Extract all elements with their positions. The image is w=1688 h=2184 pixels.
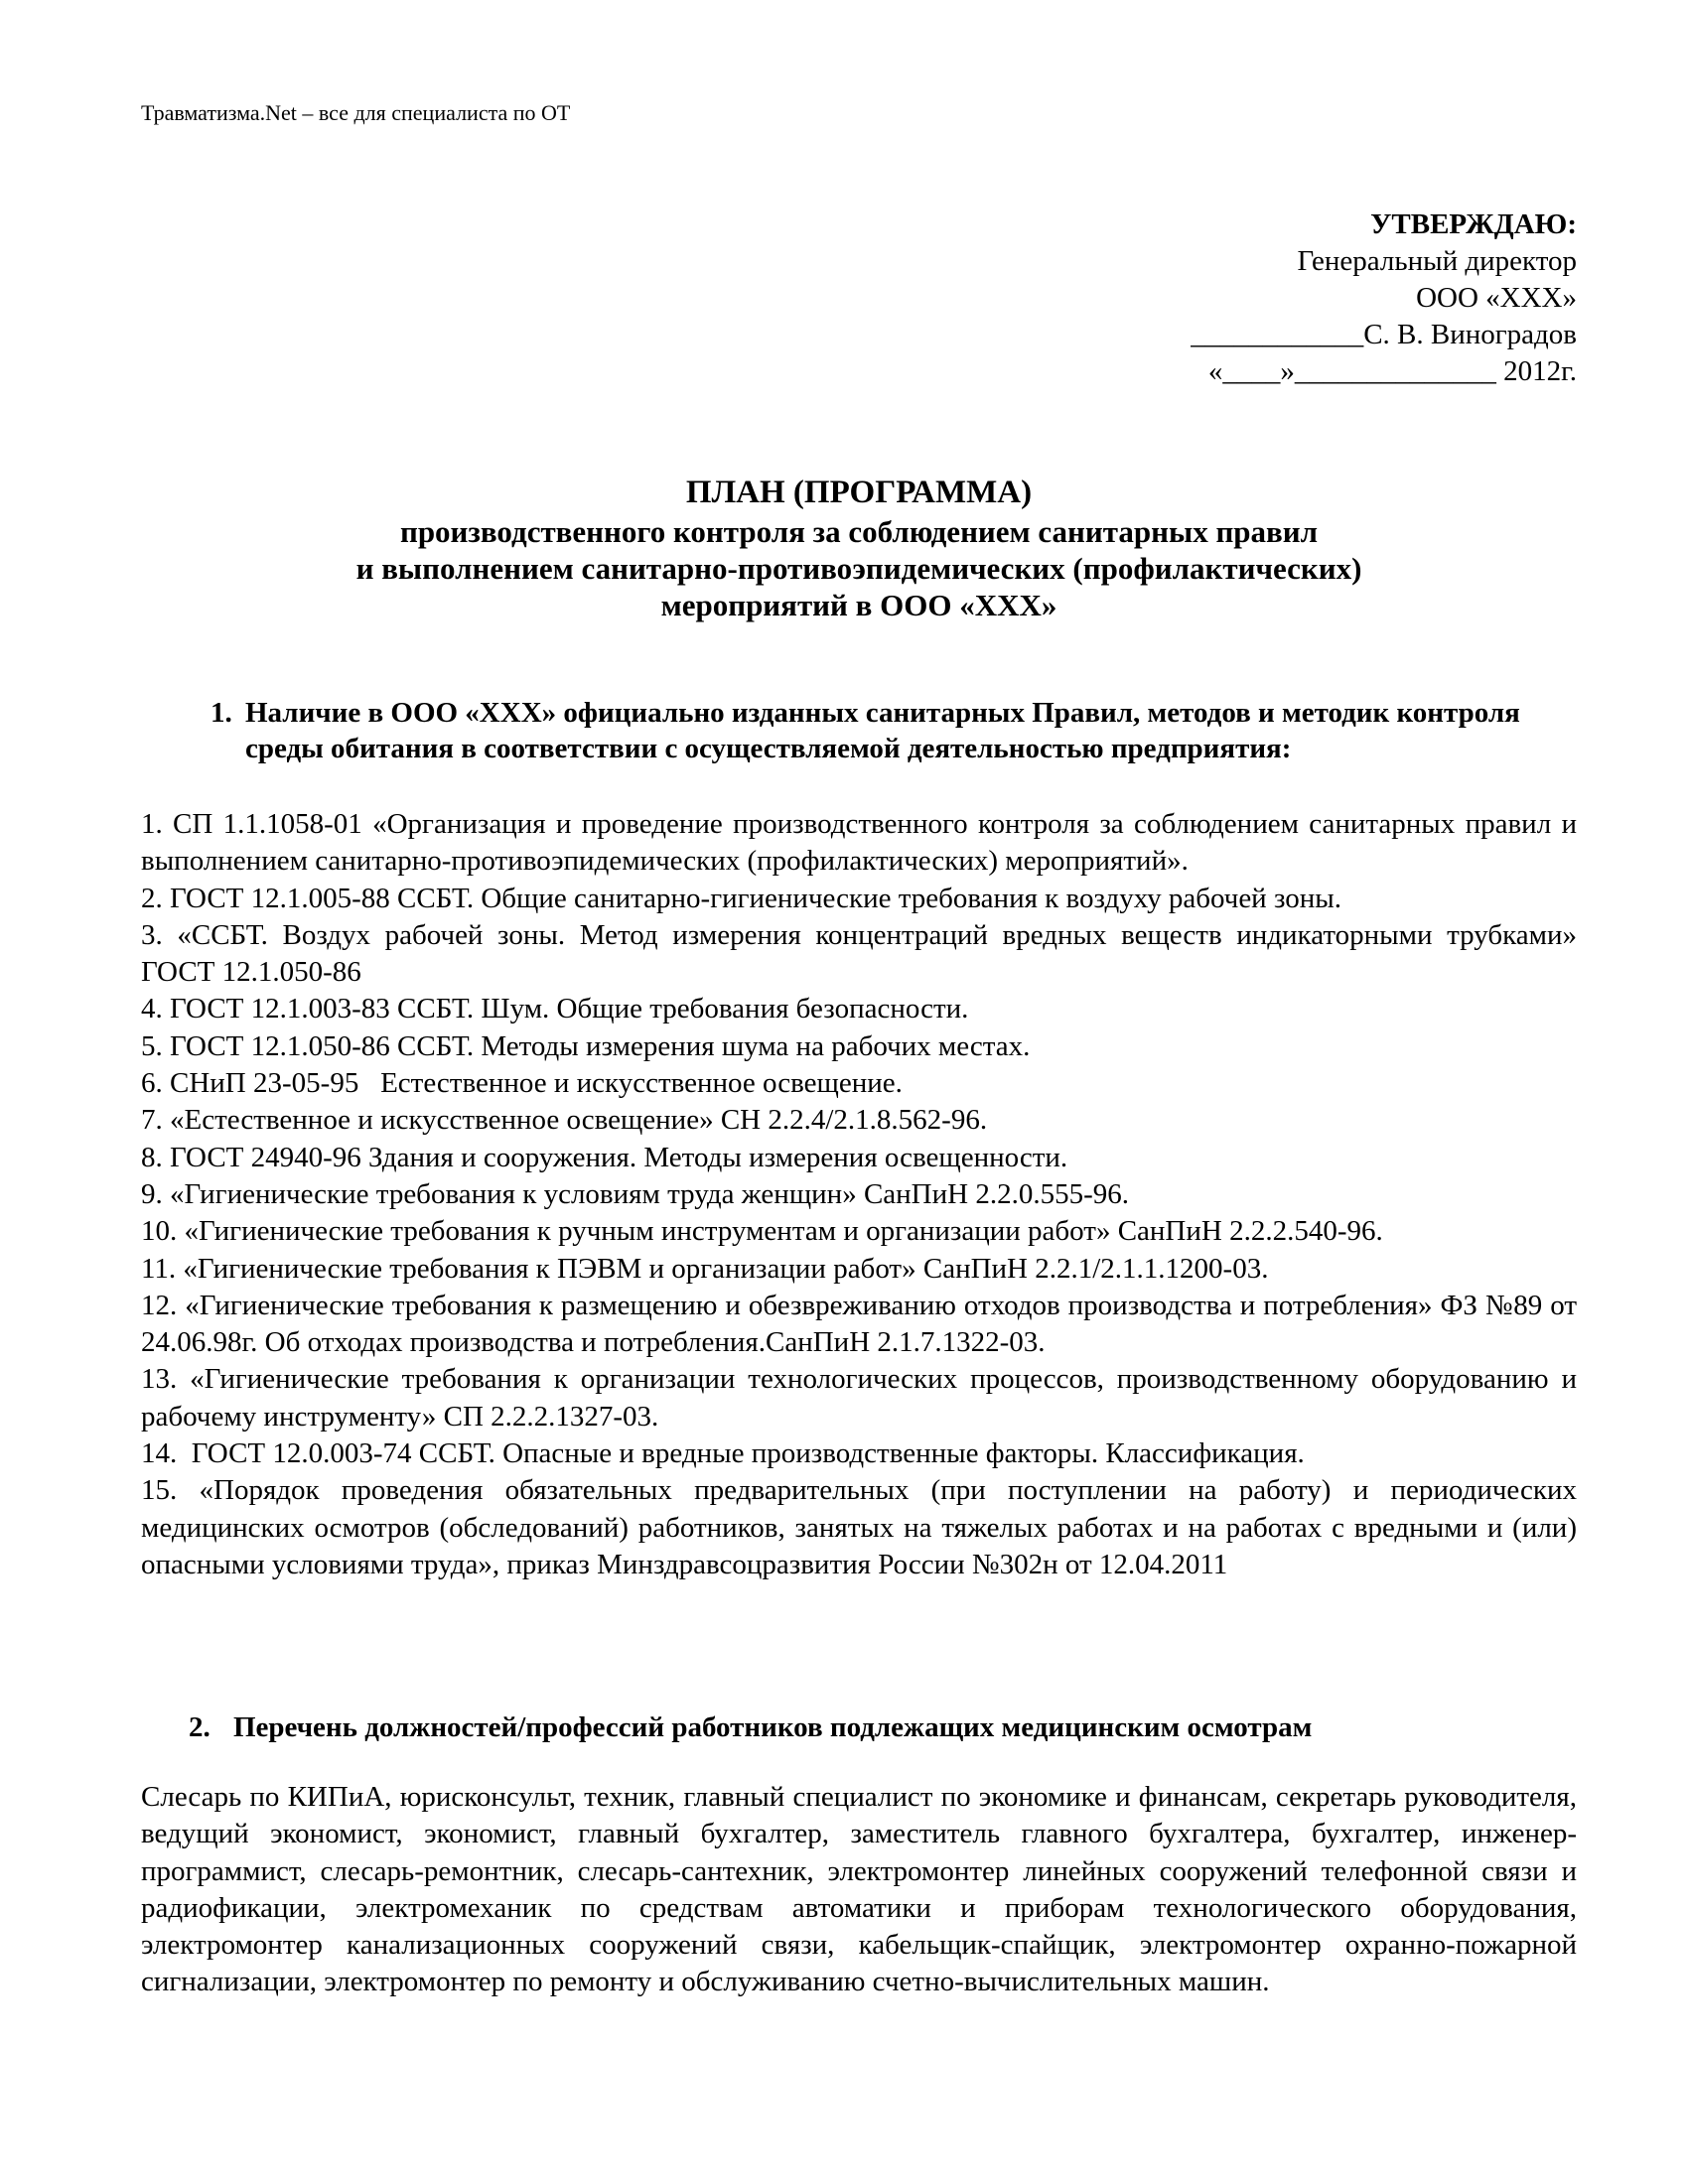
list-item: 1. СП 1.1.1058-01 «Организация и проведение производственного контроля за соблюдением санитарных правил и выполнением санитарно-противоэпидемических (профилактических) мероприятий».: [141, 808, 1577, 878]
list-item: 11. «Гигиенические требования к ПЭВМ и организации работ» СанПиН 2.2.1/2.1.1.1200-03.: [141, 1252, 1269, 1285]
list-item: 5. ГОСТ 12.1.050-86 ССБТ. Методы измерения шума на рабочих местах.: [141, 1029, 1031, 1062]
document-title: [141, 472, 1577, 623]
section-2-number: 2.: [189, 1711, 211, 1743]
title-main: ПЛАН (ПРОГРАММА): [685, 475, 1033, 510]
list-item: 4. ГОСТ 12.1.003-83 ССБТ. Шум. Общие требования безопасности.: [141, 993, 969, 1025]
approval-position: Генеральный директор: [1297, 245, 1577, 277]
list-item: 13. «Гигиенические требования к организации технологических процессов, производственному оборудованию и рабочему инструменту» СП 2.2.2.1327-03.: [141, 1363, 1577, 1433]
list-item: 8. ГОСТ 24940-96 Здания и сооружения. Методы измерения освещенности.: [141, 1141, 1068, 1173]
list-item: 15. «Порядок проведения обязательных предварительных (при поступлении на работу) и периодических медицинских осмотров (обследований) работников, занятых на тяжелых работах и на работах с вредными и (или) опасными условиями труда», приказ Минздравсоцразвития России №302н от 12.04.2011: [141, 1474, 1577, 1580]
list-item: 3. «ССБТ. Воздух рабочей зоны. Метод измерения концентраций вредных веществ индикаторными трубками» ГОСТ 12.1.050-86: [141, 918, 1577, 989]
regulations-list: [141, 806, 1577, 1583]
title-line-3: мероприятий в ООО «ХХХ»: [660, 588, 1057, 622]
list-item: 2. ГОСТ 12.1.005-88 ССБТ. Общие санитарно-гигиенические требования к воздуху рабочей зоны.: [141, 882, 1341, 914]
list-item: 7. «Естественное и искусственное освещение» СН 2.2.4/2.1.8.562-96.: [141, 1104, 988, 1137]
approval-signature: ____________С. В. Виноградов: [1191, 319, 1577, 350]
section-1-number: 1.: [211, 697, 232, 729]
list-item: 9. «Гигиенические требования к условиям труда женщин» СанПиН 2.2.0.555-96.: [141, 1177, 1129, 1210]
section-2-heading: [189, 1709, 1577, 1745]
list-item: 10. «Гигиенические требования к ручным инструментам и организации работ» СанПиН 2.2.2.540-96.: [141, 1215, 1383, 1248]
list-item: 12. «Гигиенические требования к размещению и обезвреживанию отходов производства и потребления» ФЗ №89 от 24.06.98г. Об отходах производства и потребления.СанПиН 2.1.7.1322-03.: [141, 1289, 1577, 1359]
approval-heading: УТВЕРЖДАЮ:: [1370, 208, 1577, 240]
approval-date: «____»______________ 2012г.: [1207, 355, 1577, 387]
section-1-heading: [211, 695, 1577, 766]
section-2-heading-text: Перечень должностей/профессий работников подлежащих медицинским осмотрам: [233, 1711, 1313, 1743]
approval-block: [1191, 206, 1577, 390]
approval-company: ООО «ХХХ»: [1416, 282, 1577, 314]
positions-paragraph: Слесарь по КИПиА, юрисконсульт, техник, главный специалист по экономике и финансам, секретарь руководителя, ведущий экономист, экономист, главный бухгалтер, заместитель главного бухгалтера, бухгалтер, инженер-программист, слесарь-ремонтник, слесарь-сантехник, электромонтер линейных сооружений телефонной связи и радиофикации, электромеханик по средствам автоматики и приборам технологического оборудования, электромонтер канализационных сооружений связи, кабельщик-спайщик, электромонтер охранно-пожарной сигнализации, электромонтер по ремонту и обслуживанию счетно-вычислительных машин.: [141, 1781, 1577, 1998]
title-line-1: производственного контроля за соблюдением санитарных правил: [399, 514, 1319, 549]
section-1-heading-text: Наличие в ООО «ХХХ» официально изданных санитарных Правил, методов и методик контроля среды обитания в соответствии с осуществляемой деятельностью предприятия:: [245, 697, 1520, 764]
list-item: 14. ГОСТ 12.0.003-74 ССБТ. Опасные и вредные производственные факторы. Классификация.: [141, 1437, 1305, 1470]
site-header: Травматизма.Net – все для специалиста по ОТ: [141, 100, 571, 125]
title-line-2: и выполнением санитарно-противоэпидемических (профилактических): [355, 551, 1362, 586]
list-item: 6. СНиП 23-05-95 Естественное и искусственное освещение.: [141, 1067, 903, 1100]
